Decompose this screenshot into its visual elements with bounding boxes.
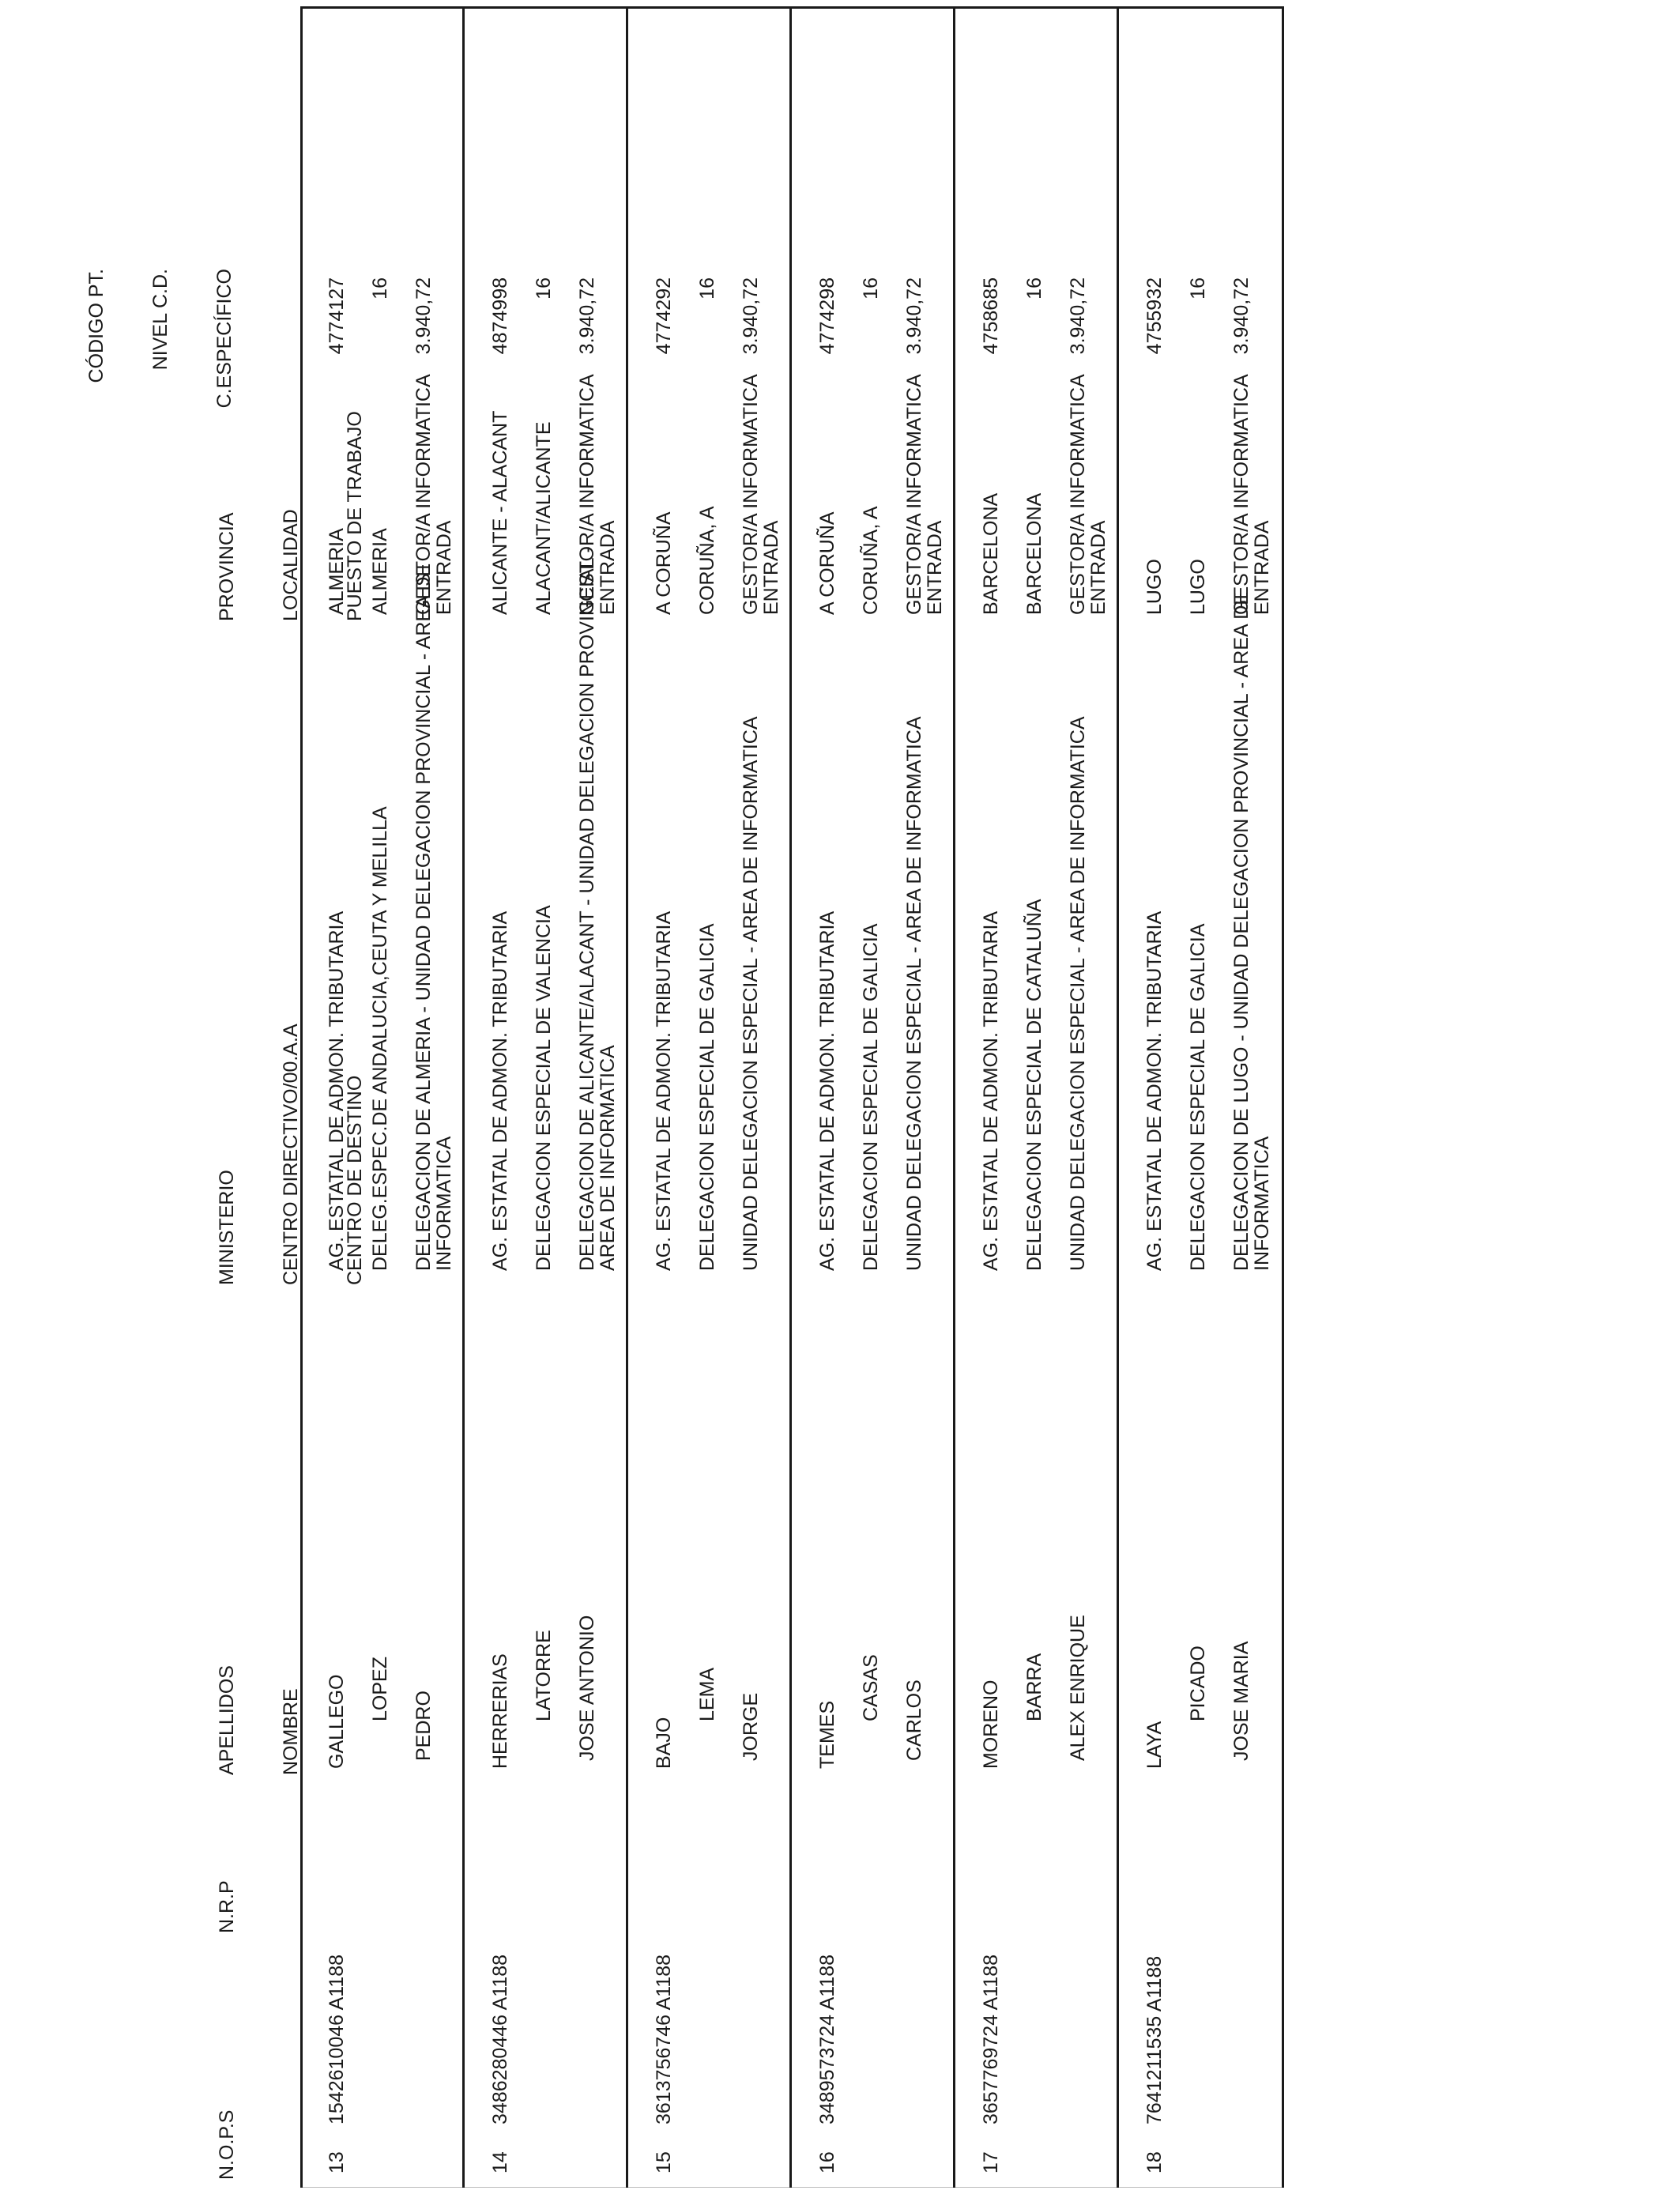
header-provincia-line1: PROVINCIA xyxy=(216,512,238,621)
row-centro-directivo: DELEGACION ESPECIAL DE VALENCIA xyxy=(533,905,555,1271)
header-nops xyxy=(174,2110,281,2180)
row-centro-destino: DELEGACION DE ALICANTE/ALACANT - UNIDAD DELEGACION PROVINCIAL - AREA DE INFORMATICA xyxy=(576,546,619,1271)
row-especifico: 3.940,72 xyxy=(740,277,762,355)
row-number: 13 xyxy=(326,2151,348,2173)
row-ministerio: AG. ESTATAL DE ADMON. TRIBUTARIA xyxy=(653,910,675,1271)
row-especifico: 3.940,72 xyxy=(412,277,435,355)
row-ministerio: AG. ESTATAL DE ADMON. TRIBUTARIA xyxy=(980,910,1002,1271)
row-number: 16 xyxy=(816,2151,838,2173)
row-apellido2: LOPEZ xyxy=(369,1657,391,1721)
row-codigo: 4774292 xyxy=(653,277,675,355)
row-puesto: GESTOR/A INFORMATICA ENTRADA xyxy=(903,374,946,615)
row-nivel: 16 xyxy=(696,277,718,300)
row-codigo: 4774298 xyxy=(816,277,838,355)
row-especifico: 3.940,72 xyxy=(576,277,598,355)
header-codigo-line1: CÓDIGO PT. xyxy=(85,269,107,383)
header-codigo xyxy=(43,269,278,408)
row-nombre: JORGE xyxy=(740,1692,762,1761)
table-row xyxy=(1121,9,1283,2188)
row-ministerio: AG. ESTATAL DE ADMON. TRIBUTARIA xyxy=(326,910,348,1271)
row-localidad: CORUÑA, A xyxy=(696,506,718,615)
row-apellido1: TEMES xyxy=(816,1700,838,1769)
header-provincia-line2: LOCALIDAD xyxy=(280,509,302,621)
records-table xyxy=(300,6,1284,2188)
row-puesto: GESTOR/A INFORMATICA ENTRADA xyxy=(1230,374,1273,615)
row-nombre: JOSE MARIA xyxy=(1230,1641,1252,1761)
row-provincia: BARCELONA xyxy=(980,492,1002,615)
row-apellido1: GALLEGO xyxy=(326,1674,348,1769)
row-localidad: ALACANT/ALICANTE xyxy=(533,421,555,615)
row-apellido1: BAJO xyxy=(653,1717,675,1769)
row-apellido2: BARRA xyxy=(1023,1653,1045,1721)
row-codigo: 4758685 xyxy=(980,277,1002,355)
row-centro-destino: DELEGACION DE LUGO - UNIDAD DELEGACION PROVINCIAL - AREA DE INFORMATICA xyxy=(1230,592,1273,1271)
row-number: 17 xyxy=(980,2151,1002,2173)
row-centro-destino: UNIDAD DELEGACION ESPECIAL - AREA DE INFORMATICA xyxy=(903,716,925,1271)
row-nrp: 3613756746 A1188 xyxy=(653,1954,675,2124)
row-number: 15 xyxy=(653,2151,675,2173)
header-codigo-line3: C.ESPECÍFICO xyxy=(213,269,235,409)
row-ministerio: AG. ESTATAL DE ADMON. TRIBUTARIA xyxy=(489,910,511,1271)
header-apellidos-line1: APELLIDOS xyxy=(216,1665,238,1775)
header-nrp xyxy=(174,1880,281,1933)
row-apellido1: LAYA xyxy=(1143,1721,1166,1769)
row-number: 14 xyxy=(489,2151,511,2173)
row-nivel: 16 xyxy=(1187,277,1209,300)
row-puesto: GESTOR/A INFORMATICA ENTRADA xyxy=(412,374,455,615)
row-provincia: A CORUÑA xyxy=(816,511,838,615)
row-nivel: 16 xyxy=(860,277,882,300)
row-centro-destino: UNIDAD DELEGACION ESPECIAL - AREA DE INFORMATICA xyxy=(1067,716,1089,1271)
row-localidad: CORUÑA, A xyxy=(860,506,882,615)
row-ministerio: AG. ESTATAL DE ADMON. TRIBUTARIA xyxy=(816,910,838,1271)
row-localidad: BARCELONA xyxy=(1023,492,1045,615)
row-nrp: 7641211535 A1188 xyxy=(1143,1955,1166,2124)
row-centro-directivo: DELEG.ESPEC.DE ANDALUCIA,CEUTA Y MELILLA xyxy=(369,806,391,1271)
header-provincia-line3: PUESTO DE TRABAJO xyxy=(344,411,366,621)
row-localidad: LUGO xyxy=(1187,559,1209,615)
row-codigo: 4874998 xyxy=(489,277,511,355)
row-nrp: 3657769724 A1188 xyxy=(980,1954,1002,2124)
row-provincia: ALICANTE - ALACANT xyxy=(489,410,511,615)
row-centro-directivo: DELEGACION ESPECIAL DE GALICIA xyxy=(1187,923,1209,1271)
row-especifico: 3.940,72 xyxy=(903,277,925,355)
row-nrp: 1542610046 A1188 xyxy=(326,1954,348,2124)
header-codigo-line2: NIVEL C.D. xyxy=(149,269,171,371)
row-centro-destino: DELEGACION DE ALMERIA - UNIDAD DELEGACION PROVINCIAL - AREA DE INFORMATICA xyxy=(412,563,455,1271)
row-centro-directivo: DELEGACION ESPECIAL DE GALICIA xyxy=(696,923,718,1271)
row-puesto: GESTOR/A INFORMATICA ENTRADA xyxy=(1067,374,1109,615)
row-centro-directivo: DELEGACION ESPECIAL DE GALICIA xyxy=(860,923,882,1271)
row-apellido1: MORENO xyxy=(980,1679,1002,1769)
row-apellido2: LATORRE xyxy=(533,1630,555,1721)
header-apellidos-line2: NOMBRE xyxy=(280,1688,302,1775)
row-apellido2: PICADO xyxy=(1187,1646,1209,1721)
row-especifico: 3.940,72 xyxy=(1067,277,1089,355)
table-row xyxy=(303,9,465,2188)
row-codigo: 4755932 xyxy=(1143,277,1166,355)
row-codigo: 4774127 xyxy=(326,277,348,355)
row-ministerio: AG. ESTATAL DE ADMON. TRIBUTARIA xyxy=(1143,910,1166,1271)
header-nops-label: N.O.P.S xyxy=(216,2109,238,2180)
row-apellido1: HERRERIAS xyxy=(489,1653,511,1769)
header-nrp-label: N.R.P xyxy=(216,1880,238,1933)
row-centro-directivo: DELEGACION ESPECIAL DE CATALUÑA xyxy=(1023,899,1045,1271)
row-apellido2: LEMA xyxy=(696,1667,718,1721)
row-apellido2: CASAS xyxy=(860,1654,882,1721)
row-nrp: 3489573724 A1188 xyxy=(816,1954,838,2124)
row-especifico: 3.940,72 xyxy=(1230,277,1252,355)
row-number: 18 xyxy=(1143,2151,1166,2173)
row-puesto: GESTOR/A INFORMATICA ENTRADA xyxy=(576,374,619,615)
row-nivel: 16 xyxy=(1023,277,1045,300)
row-nrp: 3486280446 A1188 xyxy=(489,1954,511,2124)
table-row xyxy=(793,9,955,2188)
row-nombre: PEDRO xyxy=(412,1691,435,1761)
row-nombre: JOSE ANTONIO xyxy=(576,1615,598,1761)
row-nivel: 16 xyxy=(369,277,391,300)
row-nivel: 16 xyxy=(533,277,555,300)
table-row xyxy=(630,9,792,2188)
row-localidad: ALMERIA xyxy=(369,528,391,615)
row-provincia: LUGO xyxy=(1143,559,1166,615)
table-row xyxy=(466,9,628,2188)
row-nombre: ALEX ENRIQUE xyxy=(1067,1615,1089,1761)
header-ministerio-line1: MINISTERIO xyxy=(216,1170,238,1285)
row-nombre: CARLOS xyxy=(903,1679,925,1761)
row-centro-destino: UNIDAD DELEGACION ESPECIAL - AREA DE INFORMATICA xyxy=(740,716,762,1271)
header-ministerio-line2: CENTRO DIRECTIVO/00.A.A xyxy=(280,1023,302,1285)
row-puesto: GESTOR/A INFORMATICA ENTRADA xyxy=(740,374,782,615)
table-row xyxy=(957,9,1119,2188)
row-provincia: A CORUÑA xyxy=(653,511,675,615)
header-ministerio-line3: CENTRO DE DESTINO xyxy=(344,1075,366,1285)
row-provincia: ALMERIA xyxy=(326,528,348,615)
